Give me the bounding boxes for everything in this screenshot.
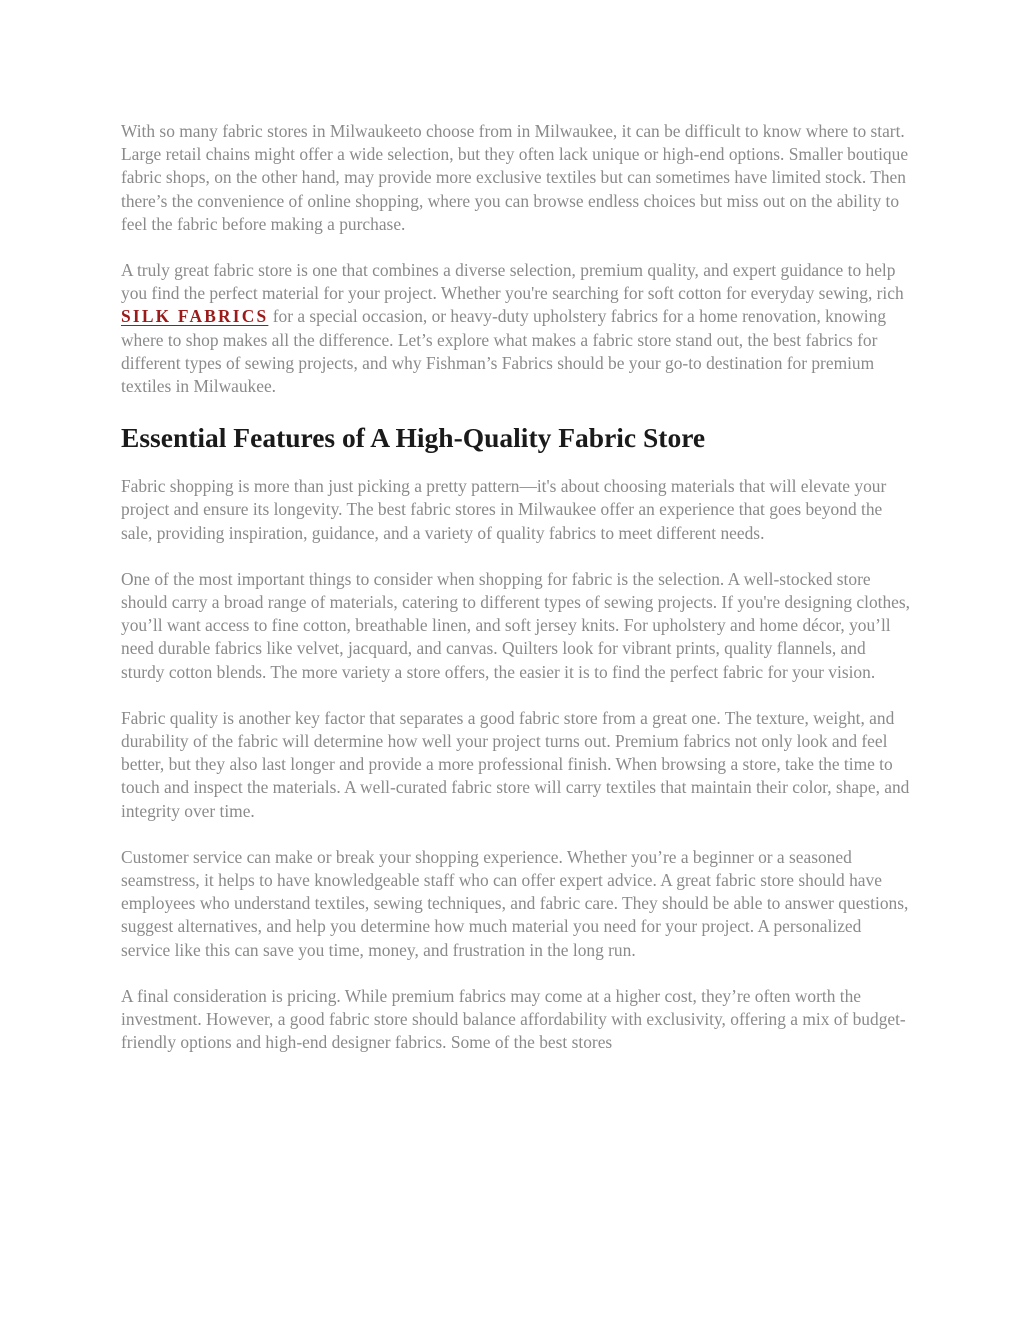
silk-fabrics-link[interactable]: SILK FABRICS xyxy=(121,306,269,327)
section-heading: Essential Features of A High-Quality Fabric Store xyxy=(121,422,706,454)
section-paragraph-selection: One of the most important things to consider when shopping for fabric is the selection. A well-stocked store should carry a broad range of materials, catering to different types of sewing projects. If you're designing clothes, you’ll want access to fine cotton, breathable linen, and soft jersey knits. For upholstery and home décor, you’ll need durable fabrics like velvet, jacquard, and canvas. Quilters look for vibrant prints, quality flannels, and sturdy cotton blends. The more variety a store offers, the easier it is to find the perfect fabric for your vision. xyxy=(121,568,910,682)
document-content xyxy=(121,120,911,1078)
section-paragraph-quality: Fabric quality is another key factor that separates a good fabric store from a great one. The texture, weight, and durability of the fabric will determine how well your project turns out. Premium fabrics not only look and feel better, but they also last longer and provide a more professional finish. When browsing a store, take the time to touch and inspect the materials. A well-curated fabric store will carry textiles that maintain their color, shape, and integrity over time. xyxy=(121,707,910,821)
second-paragraph-after-link: for a special occasion, or heavy-duty upholstery fabrics for a home renovation, knowing where to shop makes all the difference. Let’s explore what makes a fabric store stand out, the best fabrics for different types of sewing projects, and why Fishman’s Fabrics should be your go-to destination for premium textiles in Milwaukee. xyxy=(121,306,887,397)
section-paragraph-customer-service: Customer service can make or break your shopping experience. Whether you’re a beginner or a seasoned seamstress, it helps to have knowledgeable staff who can offer expert advice. A great fabric store should have employees who understand textiles, sewing techniques, and fabric care. They should be able to answer questions, suggest alternatives, and help you determine how much material you need for your project. A personalized service like this can save you time, money, and frustration in the long run. xyxy=(121,846,909,960)
second-paragraph xyxy=(121,259,911,398)
second-paragraph-before-link: A truly great fabric store is one that combines a diverse selection, premium quality, and expert guidance to help you find the perfect material for your project. Whether you're searching for soft cotton for everyday sewing, rich xyxy=(121,260,904,304)
section-paragraph-shopping: Fabric shopping is more than just picking a pretty pattern—it's about choosing materials that will elevate your project and ensure its longevity. The best fabric stores in Milwaukee offer an experience that goes beyond the sale, providing inspiration, guidance, and a variety of quality fabrics to meet different needs. xyxy=(121,476,887,543)
intro-paragraph: With so many fabric stores in Milwaukeeto choose from in Milwaukee, it can be difficult to know where to start. Large retail chains might offer a wide selection, but they often lack unique or high-end options. Smaller boutique fabric shops, on the other hand, may provide more exclusive textiles but can sometimes have limited stock. Then there’s the convenience of online shopping, where you can browse endless choices but miss out on the ability to feel the fabric before making a purchase. xyxy=(121,121,909,234)
section-paragraph-pricing: A final consideration is pricing. While premium fabrics may come at a higher cost, they’re often worth the investment. However, a good fabric store should balance affordability with exclusivity, offering a mix of budget-friendly options and high-end designer fabrics. Some of the best stores xyxy=(121,985,906,1053)
